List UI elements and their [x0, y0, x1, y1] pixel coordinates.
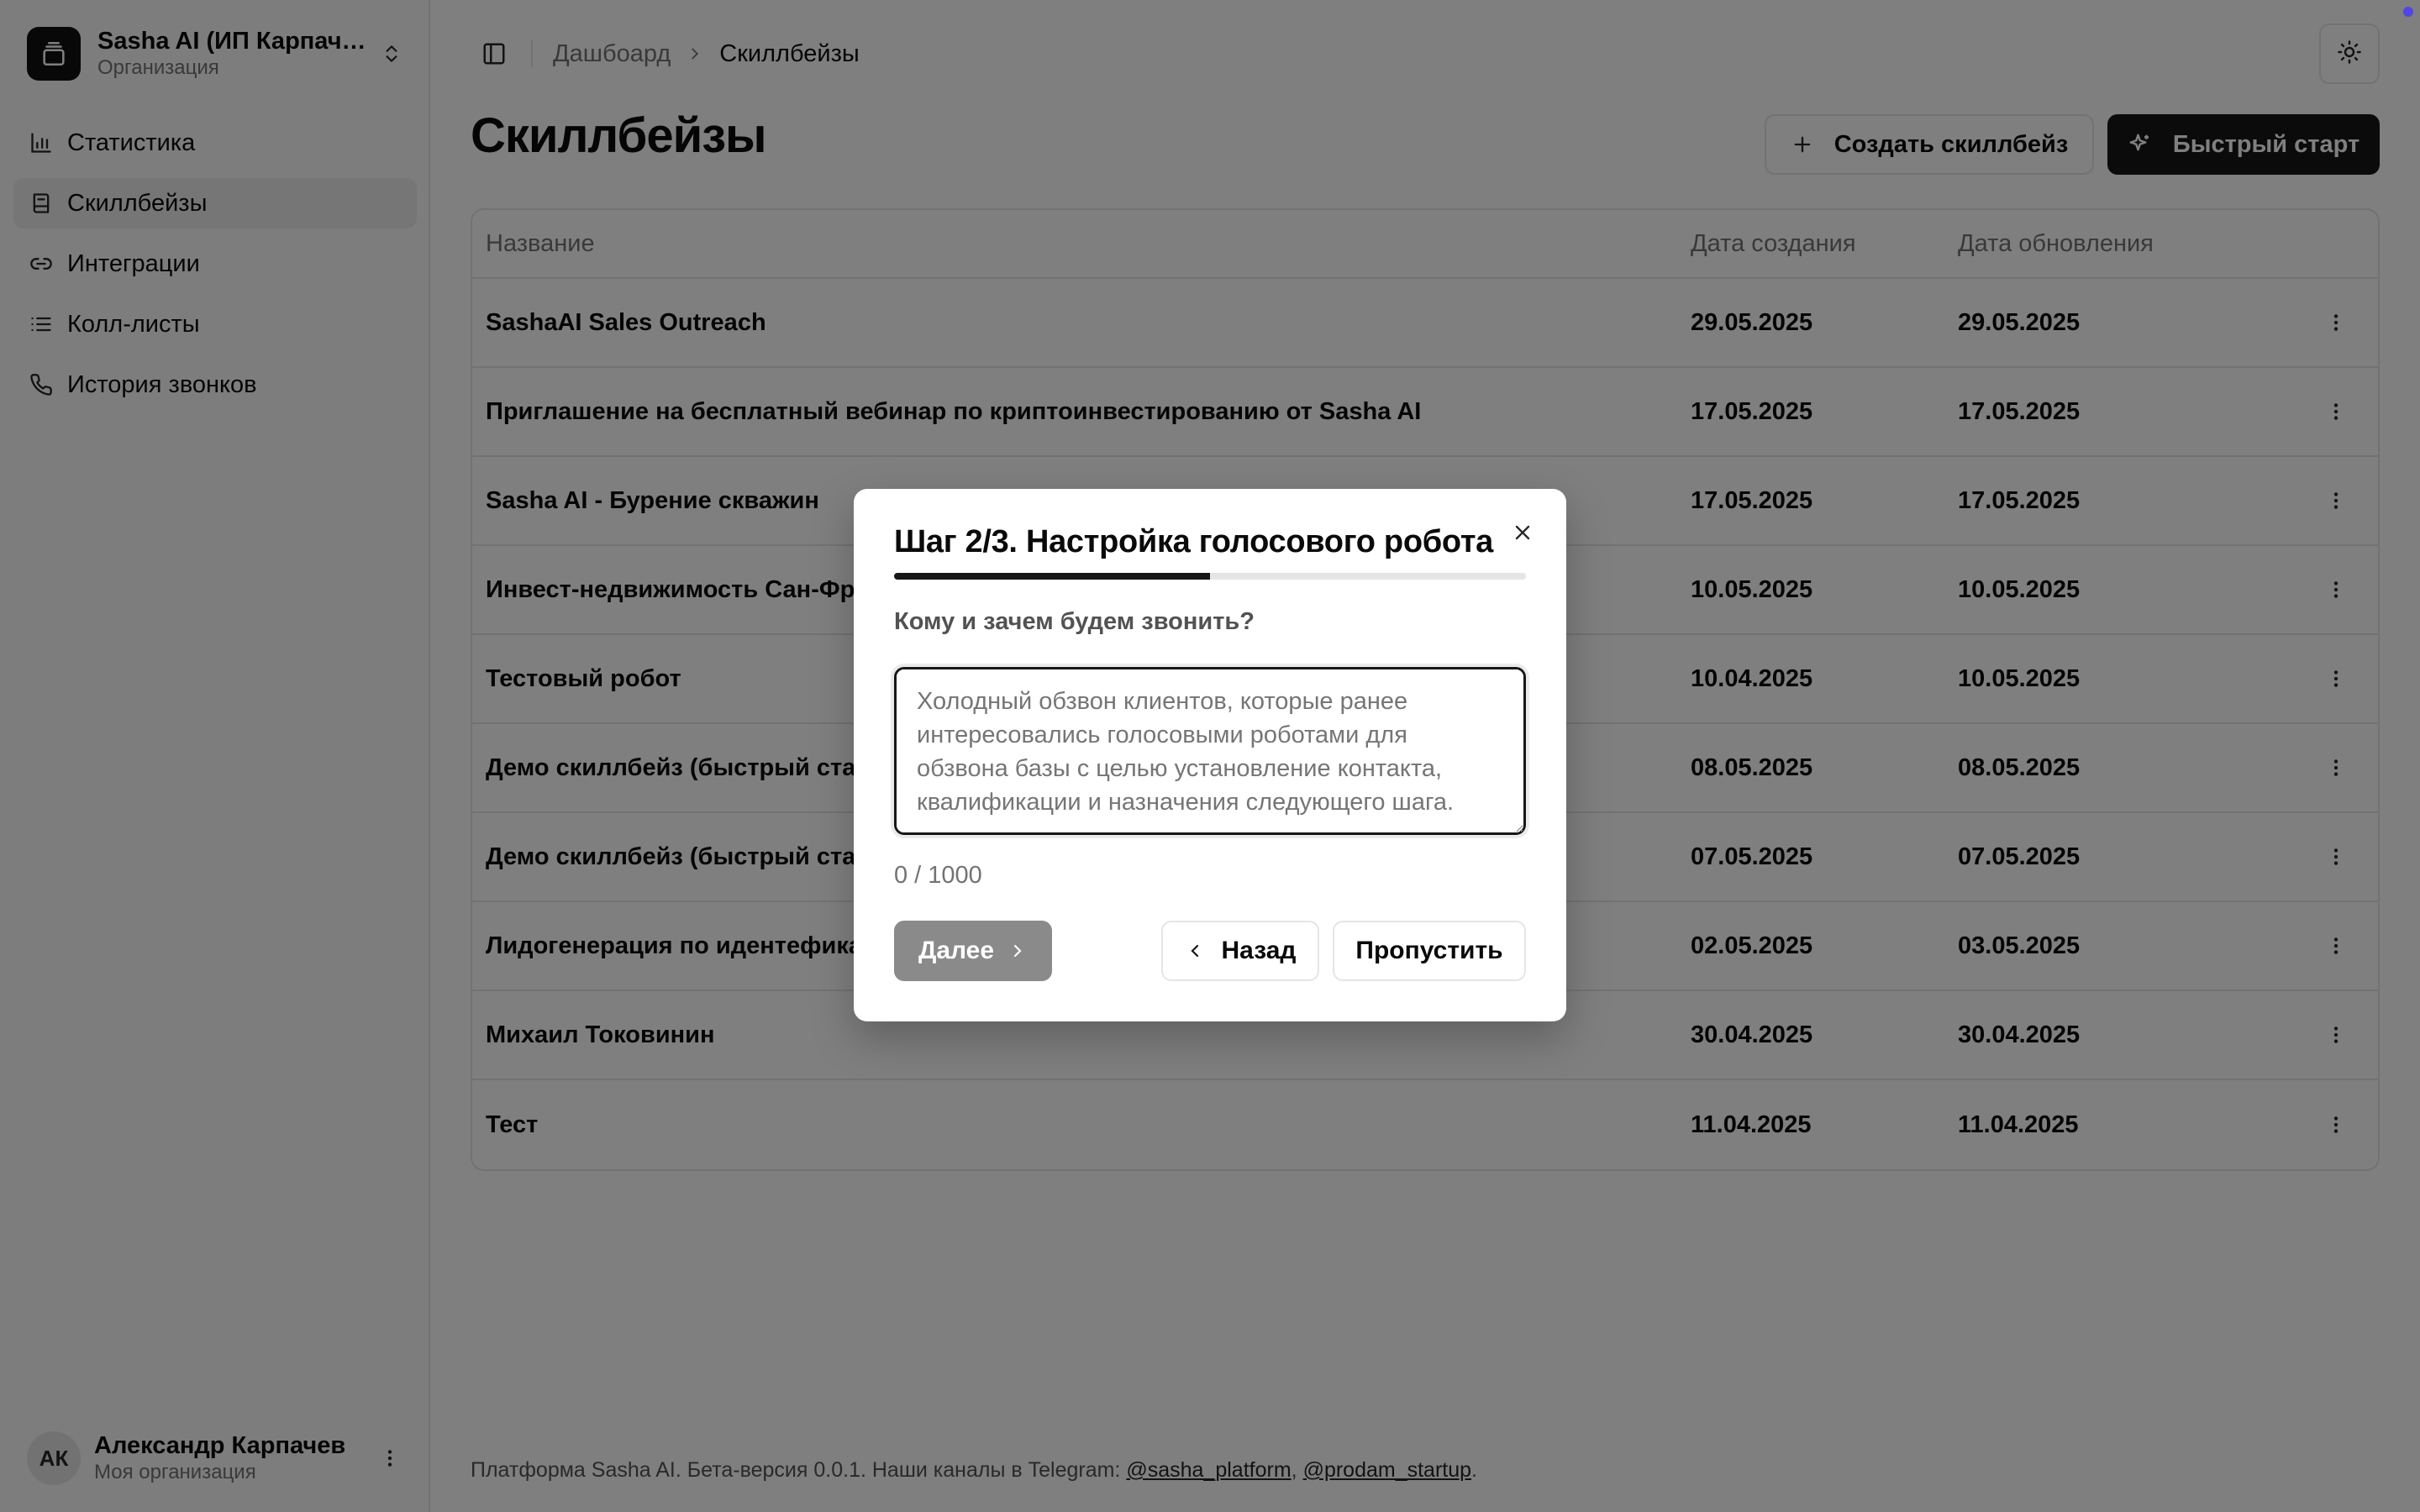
next-button[interactable]	[894, 921, 1052, 981]
char-counter: 0 / 1000	[894, 862, 982, 889]
back-label: Назад	[1221, 937, 1297, 964]
dialog-title: Шаг 2/3. Настройка голосового робота	[894, 524, 1494, 559]
next-label: Далее	[918, 937, 995, 964]
step-progress-fill	[894, 573, 1210, 580]
chevron-left-icon	[1185, 941, 1205, 961]
purpose-textarea[interactable]	[894, 667, 1526, 835]
step-progress-bar	[894, 573, 1526, 580]
question-label: Кому и зачем будем звонить?	[894, 608, 1255, 635]
status-dot	[2403, 7, 2413, 17]
skip-label: Пропустить	[1355, 937, 1503, 964]
back-button[interactable]	[1161, 921, 1319, 981]
close-icon[interactable]	[1506, 516, 1539, 549]
skip-button[interactable]	[1333, 921, 1526, 981]
setup-dialog	[854, 489, 1566, 1021]
chevron-right-icon	[1007, 941, 1028, 961]
